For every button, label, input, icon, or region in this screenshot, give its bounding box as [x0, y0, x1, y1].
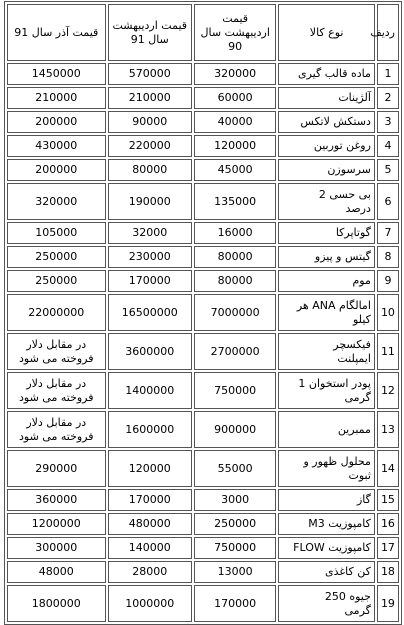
cell-price-ordibehesht-91: 90000 — [108, 111, 192, 133]
cell-price-azar-91: 290000 — [7, 450, 106, 487]
cell-price-azar-91: 300000 — [7, 537, 106, 559]
table-row — [7, 63, 399, 85]
cell-price-ordibehesht-90: 2700000 — [194, 333, 276, 370]
cell-price-azar-91: در مقابل دلار فروخته می شود — [7, 411, 106, 448]
header-price-ordibehesht-91: قیمت اردیبهشت سال 91 — [108, 4, 192, 61]
cell-price-ordibehesht-90: 250000 — [194, 513, 276, 535]
cell-price-ordibehesht-90: 320000 — [194, 63, 276, 85]
cell-price-ordibehesht-90: 170000 — [194, 585, 276, 622]
table-row — [7, 333, 399, 370]
cell-price-azar-91: در مقابل دلار فروخته می شود — [7, 333, 106, 370]
cell-radif: 18 — [377, 561, 399, 583]
cell-price-ordibehesht-91: 140000 — [108, 537, 192, 559]
table-row — [7, 372, 399, 409]
cell-item-name: گاز — [278, 489, 375, 511]
cell-price-ordibehesht-90: 750000 — [194, 372, 276, 409]
cell-price-ordibehesht-90: 16000 — [194, 222, 276, 244]
cell-item-name: فیکسچر ایمپلنت — [278, 333, 375, 370]
cell-price-azar-91: 105000 — [7, 222, 106, 244]
cell-radif: 14 — [377, 450, 399, 487]
cell-price-azar-91: 250000 — [7, 270, 106, 292]
cell-price-ordibehesht-91: 1600000 — [108, 411, 192, 448]
cell-price-azar-91: در مقابل دلار فروخته می شود — [7, 372, 106, 409]
table-header-row — [7, 4, 399, 61]
table-row — [7, 561, 399, 583]
cell-price-ordibehesht-90: 120000 — [194, 135, 276, 157]
table-row — [7, 585, 399, 622]
table-row — [7, 183, 399, 220]
cell-price-azar-91: 200000 — [7, 159, 106, 181]
header-price-ordibehesht-90: قیمت اردیبهشت سال 90 — [194, 4, 276, 61]
table-row — [7, 489, 399, 511]
table-row — [7, 411, 399, 448]
table-row — [7, 294, 399, 331]
cell-price-ordibehesht-91: 80000 — [108, 159, 192, 181]
cell-radif: 3 — [377, 111, 399, 133]
table-row — [7, 159, 399, 181]
cell-price-azar-91: 430000 — [7, 135, 106, 157]
cell-price-azar-91: 250000 — [7, 246, 106, 268]
table-row — [7, 222, 399, 244]
cell-price-ordibehesht-90: 750000 — [194, 537, 276, 559]
cell-price-azar-91: 360000 — [7, 489, 106, 511]
cell-price-azar-91: 200000 — [7, 111, 106, 133]
cell-radif: 9 — [377, 270, 399, 292]
cell-item-name: امالگام ANA هر کیلو — [278, 294, 375, 331]
table-row — [7, 111, 399, 133]
cell-price-ordibehesht-91: 220000 — [108, 135, 192, 157]
cell-item-name: ممبرین — [278, 411, 375, 448]
cell-item-name: روغن توربین — [278, 135, 375, 157]
cell-item-name: پودر استخوان 1 گرمی — [278, 372, 375, 409]
cell-item-name: جیوه 250 گرمی — [278, 585, 375, 622]
cell-price-ordibehesht-91: 1400000 — [108, 372, 192, 409]
cell-price-ordibehesht-91: 16500000 — [108, 294, 192, 331]
cell-radif: 11 — [377, 333, 399, 370]
cell-item-name: سرسوزن — [278, 159, 375, 181]
cell-radif: 17 — [377, 537, 399, 559]
cell-price-ordibehesht-91: 210000 — [108, 87, 192, 109]
cell-price-azar-91: 22000000 — [7, 294, 106, 331]
table-row — [7, 537, 399, 559]
cell-item-name: دستکش لاتکس — [278, 111, 375, 133]
cell-price-ordibehesht-91: 570000 — [108, 63, 192, 85]
cell-item-name: گوتاپرکا — [278, 222, 375, 244]
cell-radif: 2 — [377, 87, 399, 109]
cell-price-ordibehesht-90: 55000 — [194, 450, 276, 487]
cell-item-name: بی حسی 2 درصد — [278, 183, 375, 220]
cell-price-ordibehesht-90: 135000 — [194, 183, 276, 220]
cell-radif: 8 — [377, 246, 399, 268]
cell-price-azar-91: 1800000 — [7, 585, 106, 622]
cell-item-name: کن کاغذی — [278, 561, 375, 583]
cell-radif: 16 — [377, 513, 399, 535]
cell-price-azar-91: 210000 — [7, 87, 106, 109]
cell-price-azar-91: 320000 — [7, 183, 106, 220]
cell-price-ordibehesht-90: 900000 — [194, 411, 276, 448]
cell-item-name: کامپوزیت M3 — [278, 513, 375, 535]
price-table-container — [4, 1, 402, 625]
cell-item-name: گیتس و پیزو — [278, 246, 375, 268]
cell-price-ordibehesht-91: 28000 — [108, 561, 192, 583]
cell-item-name: کامپوزیت FLOW — [278, 537, 375, 559]
cell-price-ordibehesht-90: 80000 — [194, 270, 276, 292]
cell-radif: 4 — [377, 135, 399, 157]
header-price-azar-91: قیمت آذر سال 91 — [7, 4, 106, 61]
cell-radif: 10 — [377, 294, 399, 331]
cell-radif: 7 — [377, 222, 399, 244]
cell-radif: 15 — [377, 489, 399, 511]
cell-price-ordibehesht-91: 32000 — [108, 222, 192, 244]
cell-price-ordibehesht-91: 120000 — [108, 450, 192, 487]
cell-price-ordibehesht-91: 3600000 — [108, 333, 192, 370]
cell-price-ordibehesht-91: 170000 — [108, 270, 192, 292]
cell-radif: 5 — [377, 159, 399, 181]
cell-item-name: محلول ظهور و ثبوت — [278, 450, 375, 487]
cell-price-azar-91: 1200000 — [7, 513, 106, 535]
cell-price-ordibehesht-90: 80000 — [194, 246, 276, 268]
cell-price-azar-91: 48000 — [7, 561, 106, 583]
price-table — [4, 1, 402, 625]
cell-price-ordibehesht-91: 190000 — [108, 183, 192, 220]
cell-price-ordibehesht-91: 230000 — [108, 246, 192, 268]
table-row — [7, 87, 399, 109]
cell-price-ordibehesht-91: 170000 — [108, 489, 192, 511]
cell-radif: 1 — [377, 63, 399, 85]
table-row — [7, 135, 399, 157]
cell-price-ordibehesht-90: 60000 — [194, 87, 276, 109]
cell-item-name: موم — [278, 270, 375, 292]
cell-price-ordibehesht-91: 480000 — [108, 513, 192, 535]
header-name: نوع کالا — [278, 4, 375, 61]
table-row — [7, 513, 399, 535]
cell-price-ordibehesht-91: 1000000 — [108, 585, 192, 622]
table-row — [7, 270, 399, 292]
table-body — [7, 63, 399, 622]
cell-radif: 13 — [377, 411, 399, 448]
cell-price-ordibehesht-90: 13000 — [194, 561, 276, 583]
cell-price-ordibehesht-90: 40000 — [194, 111, 276, 133]
cell-price-ordibehesht-90: 3000 — [194, 489, 276, 511]
cell-price-ordibehesht-90: 45000 — [194, 159, 276, 181]
cell-price-azar-91: 1450000 — [7, 63, 106, 85]
header-radif: ردیف — [377, 4, 399, 61]
table-row — [7, 246, 399, 268]
cell-item-name: ماده قالب گیری — [278, 63, 375, 85]
cell-radif: 12 — [377, 372, 399, 409]
table-row — [7, 450, 399, 487]
cell-item-name: آلژینات — [278, 87, 375, 109]
cell-price-ordibehesht-90: 7000000 — [194, 294, 276, 331]
cell-radif: 19 — [377, 585, 399, 622]
cell-radif: 6 — [377, 183, 399, 220]
